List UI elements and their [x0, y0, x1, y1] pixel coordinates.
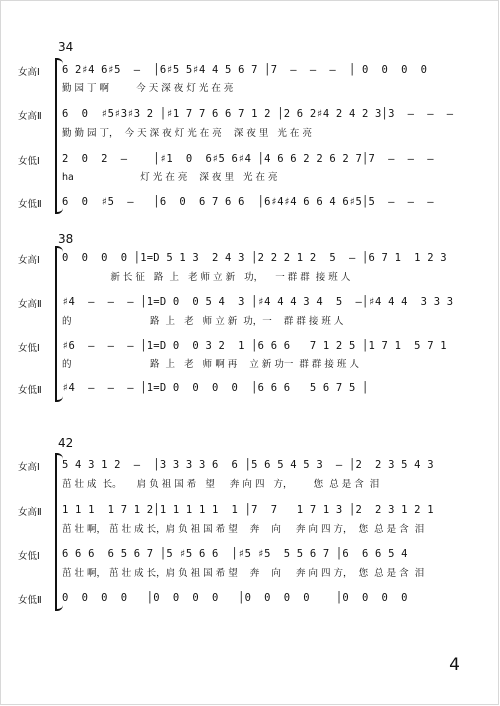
- voice-label: 女高Ⅱ: [18, 507, 42, 518]
- lyrics-line: 茁 壮 啊， 茁 壮 成 长，肩 负 祖 国 希 望 奔 向 奔 向 四 方， 您 总 是 含 泪: [62, 524, 425, 535]
- lyrics-line: ha 灯 光 在 亮 深 夜 里 光 在 亮: [62, 172, 278, 183]
- measure-number: 38: [58, 232, 74, 246]
- notes-line: 0 0 0 0 │1=D 5 1 3 2 4 3 │2 2 2 1 2 5 – │6 7 1 1 2 3: [62, 252, 447, 264]
- page-number: 4: [449, 655, 460, 675]
- lyrics-line: 勤 园 丁 啊 今 天 深 夜 灯 光 在 亮: [62, 83, 234, 94]
- measure-number: 34: [58, 40, 74, 54]
- notes-line: 6 6 6 6 5 6 7 │5 ♯5 6 6 │♯5 ♯5 5 5 6 7 │6 6 6 5 4: [62, 548, 408, 560]
- voice-label: 女低Ⅱ: [18, 385, 42, 396]
- voice-label: 女低Ⅰ: [18, 156, 40, 167]
- voice-label: 女低Ⅱ: [18, 199, 42, 210]
- notes-line: 6 2♯4 6♯5 – │6♯5 5♯4 4 5 6 7 │7 – – – │ 0 0 0 0: [62, 64, 428, 76]
- system-bracket: [55, 248, 57, 398]
- voice-label: 女低Ⅰ: [18, 343, 40, 354]
- notes-line: ♯4 – – – │1=D 0 0 5 4 3 │♯4 4 4 3 4 5 –│♯4 4 4 3 3 3: [62, 296, 454, 308]
- notes-line: 0 0 0 0 │0 0 0 0 │0 0 0 0 │0 0 0 0: [62, 592, 408, 604]
- lyrics-line: 勤 勤 园 丁， 今 天 深 夜 灯 光 在 亮 深 夜 里 光 在 亮: [62, 128, 312, 139]
- lyrics-line: 的 路 上 老 师 立 新 功，一 群 群 接 班 人: [62, 316, 344, 327]
- lyrics-line: 茁 壮 啊， 茁 壮 成 长，肩 负 祖 国 希 望 奔 向 奔 向 四 方， 您 总 是 含 泪: [62, 568, 425, 579]
- notes-line: 6 0 ♯5♯3♯3 2 │♯1 7 7 6 6 7 1 2 │2 6 2♯4 2 4 2 3│3 – – –: [62, 108, 454, 120]
- notes-line: 5 4 3 1 2 – │3 3 3 3 6 6 │5 6 5 4 5 3 – │2 2 3 5 4 3: [62, 459, 434, 471]
- notes-line: 1 1 1 1 7 1 2│1 1 1 1 1 1 │7 7 1 7 1 3 │2 2 3 1 2 1: [62, 504, 434, 516]
- notes-line: 6 0 ♯5 – │6 0 6 7 6 6 │6♯4♯4 6 6 4 6♯5│5 – – –: [62, 196, 434, 208]
- voice-label: 女低Ⅱ: [18, 595, 42, 606]
- notes-line: ♯6 – – – │1=D 0 0 3 2 1 │6 6 6 7 1 2 5 │1 7 1 5 7 1: [62, 340, 447, 352]
- voice-label: 女高Ⅱ: [18, 111, 42, 122]
- notes-line: 2 0 2 – │♯1 0 6♯5 6♯4 │4 6 6 2 2 6 2 7│7 – – –: [62, 153, 434, 165]
- voice-label: 女低Ⅰ: [18, 551, 40, 562]
- voice-label: 女高Ⅰ: [18, 462, 40, 473]
- measure-number: 42: [58, 436, 74, 450]
- lyrics-line: 的 路 上 老 师 啊 再 立 新 功一 群 群 接 班 人: [62, 359, 359, 370]
- voice-label: 女高Ⅰ: [18, 67, 40, 78]
- lyrics-line: 新 长 征 路 上 老 师 立 新 功， 一 群 群 接 班 人: [62, 272, 351, 283]
- system-bracket: [55, 60, 57, 210]
- lyrics-line: 茁 壮 成 长。 肩 负 祖 国 希 望 奔 向 四 方， 您 总 是 含 泪: [62, 479, 380, 490]
- voice-label: 女高Ⅰ: [18, 255, 40, 266]
- notes-line: ♯4 – – – │1=D 0 0 0 0 │6 6 6 5 6 7 5 │: [62, 382, 369, 394]
- voice-label: 女高Ⅱ: [18, 299, 42, 310]
- system-bracket: [55, 455, 57, 607]
